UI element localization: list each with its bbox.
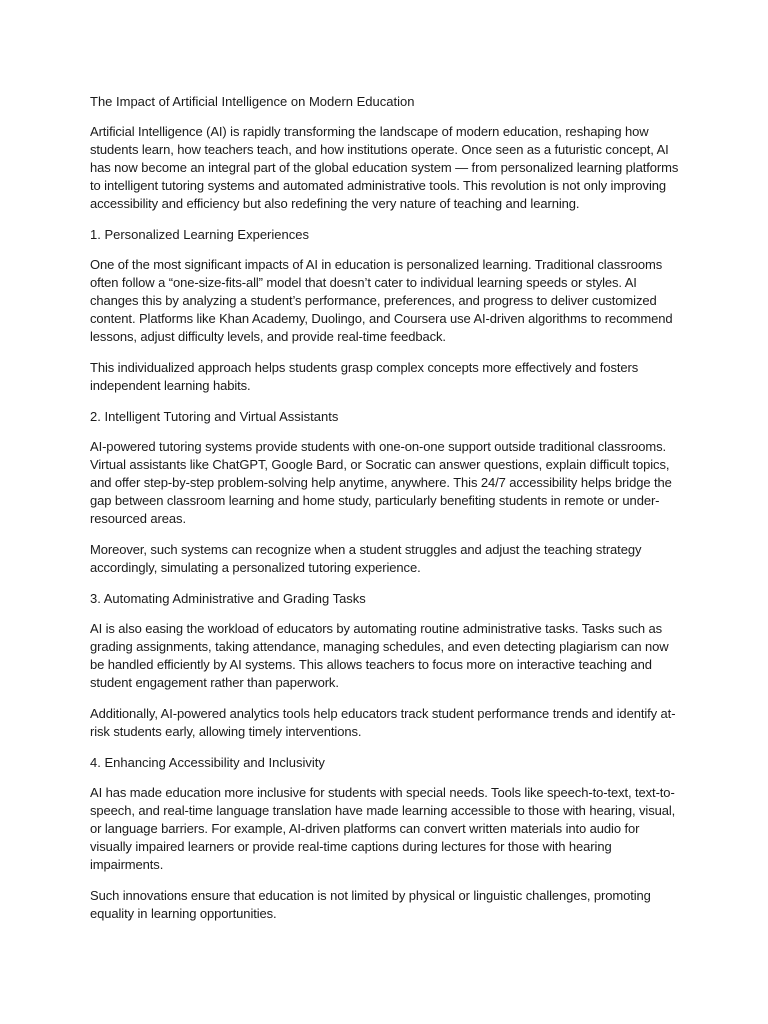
section-3-paragraph-2: Additionally, AI-powered analytics tools help educators track student performance trends and identify at-risk students early, allowing timely interventions. xyxy=(90,706,676,739)
section-1-paragraph-2: This individualized approach helps students grasp complex concepts more effectively and fosters independent learning habits. xyxy=(90,360,639,393)
section-2-paragraph-2: Moreover, such systems can recognize when a student struggles and adjust the teaching strategy accordingly, simulating a personalized tutoring experience. xyxy=(90,542,642,575)
section-1-paragraph-1: One of the most significant impacts of AI in education is personalized learning. Traditional classrooms often follow a “one-size-fits-all” model that doesn’t cater to individual learning speeds or styles. AI changes this by analyzing a student’s performance, preferences, and progress to deliver customized content. Platforms like Khan Academy, Duolingo, and Coursera use AI-driven algorithms to recommend lessons, adjust difficulty levels, and provide real-time feedback. xyxy=(90,257,673,344)
section-heading-4: 4. Enhancing Accessibility and Inclusivity xyxy=(90,755,325,770)
intro-paragraph: Artificial Intelligence (AI) is rapidly transforming the landscape of modern education, reshaping how students learn, how teachers teach, and how institutions operate. Once seen as a futuristic concept, AI has now become an integral part of the global education system — from personalized learning platforms to intelligent tutoring systems and automated administrative tools. This revolution is not only improving accessibility and efficiency but also redefining the very nature of teaching and learning. xyxy=(90,124,679,211)
section-heading-1: 1. Personalized Learning Experiences xyxy=(90,227,309,242)
section-4-paragraph-2: Such innovations ensure that education is not limited by physical or linguistic challenges, promoting equality in learning opportunities. xyxy=(90,888,651,921)
document-title: The Impact of Artificial Intelligence on Modern Education xyxy=(90,94,415,109)
document-page xyxy=(90,93,680,936)
section-heading-3: 3. Automating Administrative and Grading Tasks xyxy=(90,591,366,606)
section-3-paragraph-1: AI is also easing the workload of educators by automating routine administrative tasks. Tasks such as grading assignments, taking attendance, managing schedules, and even detecting plagiarism can now be handled efficiently by AI systems. This allows teachers to focus more on interactive teaching and student engagement rather than paperwork. xyxy=(90,621,669,690)
section-heading-2: 2. Intelligent Tutoring and Virtual Assistants xyxy=(90,409,339,424)
section-4-paragraph-1: AI has made education more inclusive for students with special needs. Tools like speech-to-text, text-to-speech, and real-time language translation have made learning accessible to those with hearing, visual, or language barriers. For example, AI-driven platforms can convert written materials into audio for visually impaired learners or provide real-time captions during lectures for those with hearing impairments. xyxy=(90,785,676,872)
section-2-paragraph-1: AI-powered tutoring systems provide students with one-on-one support outside traditional classrooms. Virtual assistants like ChatGPT, Google Bard, or Socratic can answer questions, explain difficult topics, and offer step-by-step problem-solving help anytime, anywhere. This 24/7 accessibility helps bridge the gap between classroom learning and home study, particularly benefiting students in remote or under-resourced areas. xyxy=(90,439,672,526)
